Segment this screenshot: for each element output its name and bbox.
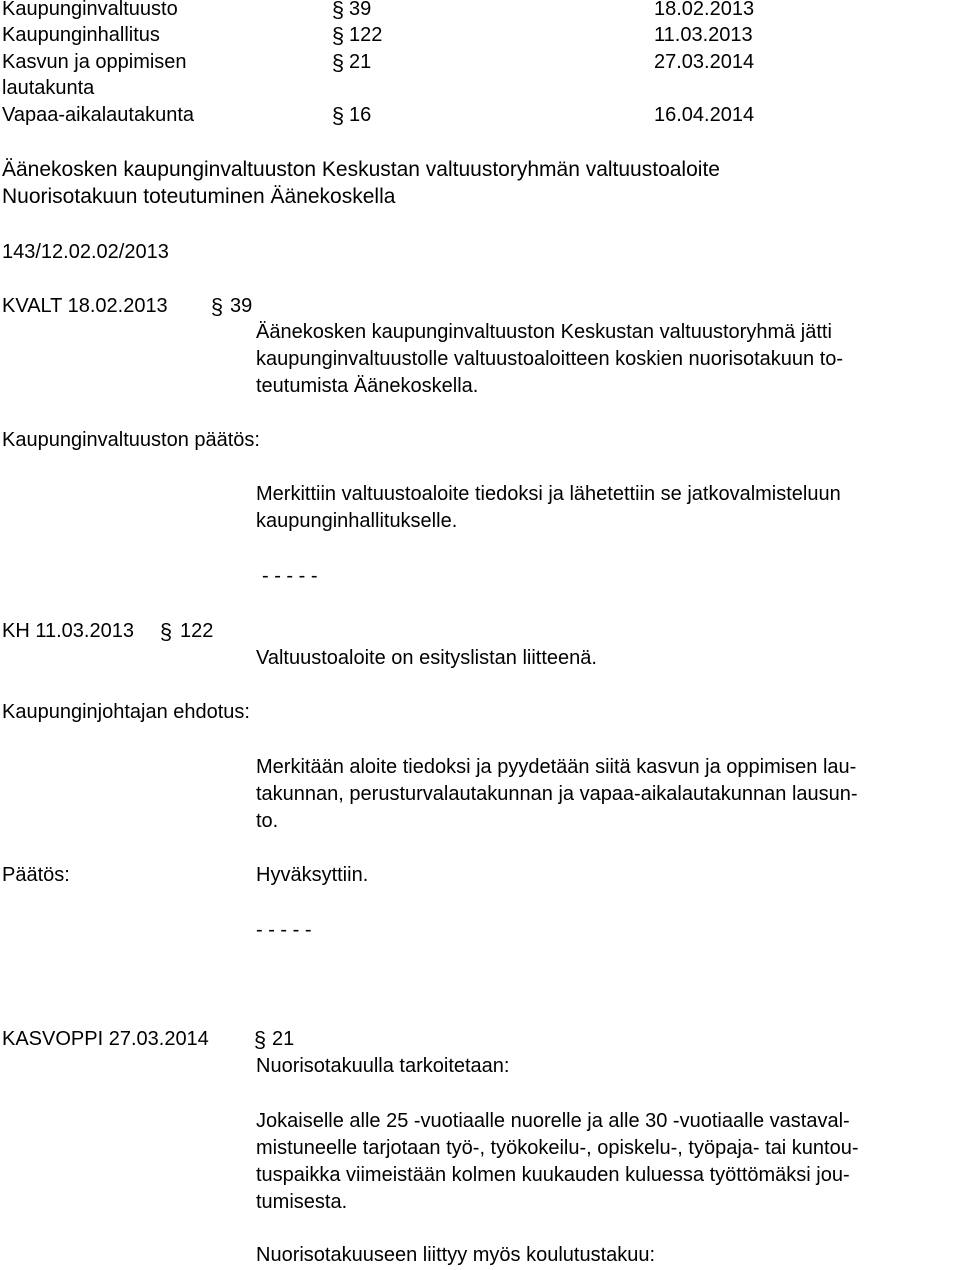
kvalt-reference: KVALT 18.02.2013 (2, 295, 168, 317)
header-date: 16.04.2014 (654, 104, 755, 126)
record-id: 143/12.02.02/2013 (2, 241, 169, 263)
kh-decision-text: Hyväksyttiin. (256, 864, 369, 886)
paragraph-line: to. (256, 810, 279, 832)
header-body: Kaupunginvaltuusto (2, 0, 178, 20)
section-sign-icon (252, 1028, 268, 1052)
kvalt-decision-label: Kaupunginvaltuuston päätös: (2, 429, 260, 451)
section-sign-icon (330, 24, 346, 48)
kasvoppi-text (256, 1108, 859, 1216)
header-date: 27.03.2014 (654, 51, 755, 73)
header-number: 122 (349, 24, 383, 46)
header-date: 11.03.2013 (654, 24, 753, 46)
header-body: Kaupunginhallitus (2, 24, 160, 46)
paragraph-line: Äänekosken kaupunginvaltuuston Keskustan valtuustoryhmä jätti (256, 321, 832, 343)
separator: - - - - - (256, 919, 312, 941)
header-date: 18.02.2013 (654, 0, 755, 20)
document-subtitle: Nuorisotakuun toteutuminen Äänekoskella (2, 185, 396, 208)
section-sign-icon (209, 295, 225, 319)
section-sign-icon (158, 620, 174, 644)
separator: - - - - - (262, 565, 318, 587)
paragraph-line: tumisesta. (256, 1191, 348, 1213)
svg-text:§: § (159, 620, 173, 644)
svg-text:§: § (331, 0, 345, 22)
svg-text:§: § (210, 295, 224, 319)
kvalt-decision-text (256, 481, 841, 535)
kvalt-number: 39 (230, 295, 253, 317)
document-title: Äänekosken kaupunginvaltuuston Keskustan valtuustoryhmän valtuustoaloite (2, 158, 720, 181)
paragraph-line: Jokaiselle alle 25 -vuotiaalle nuorelle ja alle 30 -vuotiaalle vastaval- (256, 1110, 850, 1132)
header-body-continued: lautakunta (2, 77, 95, 99)
paragraph-line: mistuneelle tarjotaan työ-, työkokeilu-, opiskelu-, työpaja- tai kuntou- (256, 1137, 859, 1159)
header-number: 21 (349, 51, 372, 73)
svg-text:§: § (331, 51, 345, 75)
kh-number: 122 (180, 620, 214, 642)
kh-text: Valtuustoaloite on esityslistan liitteenä. (256, 647, 597, 669)
paragraph-line: Merkittiin valtuustoaloite tiedoksi ja lähetettiin se jatkovalmisteluun (256, 483, 841, 505)
section-sign-icon (330, 0, 346, 22)
kh-reference: KH 11.03.2013 (2, 620, 134, 642)
svg-text:§: § (331, 104, 345, 128)
paragraph-line: tuspaikka viimeistään kolmen kuukauden kuluessa työttömäksi jou- (256, 1164, 850, 1186)
kasvoppi-education-line: Nuorisotakuuseen liittyy myös koulutustakuu: (256, 1244, 656, 1266)
paragraph-line: kaupunginvaltuustolle valtuustoaloitteen koskien nuorisotakuun to- (256, 348, 844, 370)
kh-proposal-text (256, 754, 858, 835)
kh-decision-label: Päätös: (2, 864, 70, 886)
header-number: 16 (349, 104, 372, 126)
kasvoppi-reference: KASVOPPI 27.03.2014 (2, 1028, 209, 1050)
svg-text:§: § (331, 24, 345, 48)
svg-text:§: § (253, 1028, 267, 1052)
paragraph-line: Merkitään aloite tiedoksi ja pyydetään siitä kasvun ja oppimisen lau- (256, 756, 857, 778)
header-body: Vapaa-aikalautakunta (2, 104, 194, 126)
kh-proposal-label: Kaupunginjohtajan ehdotus: (2, 701, 250, 723)
kasvoppi-intro: Nuorisotakuulla tarkoitetaan: (256, 1055, 510, 1077)
paragraph-line: takunnan, perusturvalautakunnan ja vapaa-aikalautakunnan lausun- (256, 783, 858, 805)
section-sign-icon (330, 104, 346, 128)
kasvoppi-number: 21 (272, 1028, 295, 1050)
section-sign-icon (330, 51, 346, 75)
kvalt-text (256, 319, 843, 400)
header-number: 39 (349, 0, 372, 20)
paragraph-line: teutumista Äänekoskella. (256, 375, 479, 397)
paragraph-line: kaupunginhallitukselle. (256, 510, 458, 532)
header-body: Kasvun ja oppimisen (2, 51, 187, 73)
